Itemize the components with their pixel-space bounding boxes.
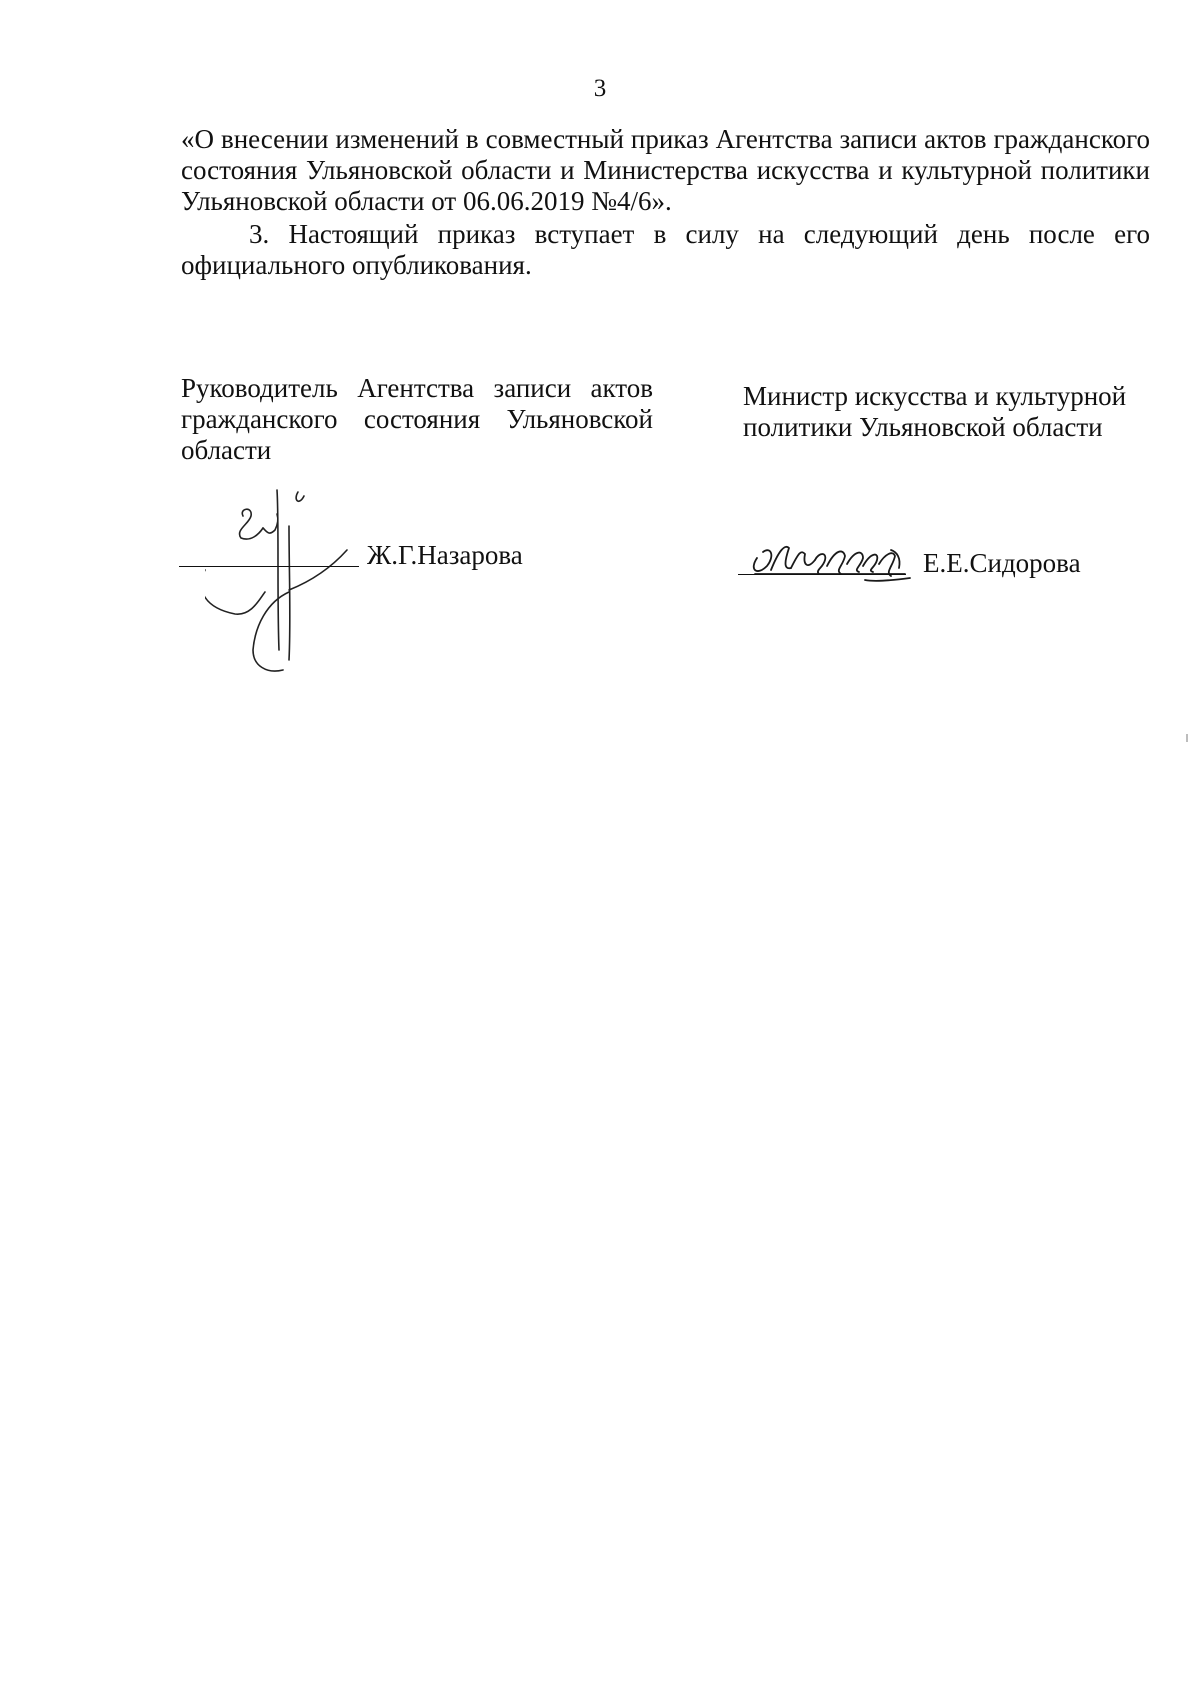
- signer-right-name: Е.Е.Сидорова: [923, 548, 1081, 578]
- scan-artifact: [1186, 734, 1188, 742]
- handwritten-signature-right: [735, 530, 955, 590]
- paragraph-continuation: «О внесении изменений в совместный приказ Агентства записи актов гражданского состояния Ульяновской области и Министерства искусства и культурной политики Ульяновской области от 06.06.2019 №4/6».: [181, 124, 1150, 216]
- signature-line-right: [738, 574, 906, 575]
- signer-left-name: Ж.Г.Назарова: [367, 540, 523, 570]
- signer-left-title: Руководитель Агентства записи актов гражданского состояния Ульяновской области: [181, 373, 653, 465]
- signer-right-title: Министр искусства и культурной политики Ульяновской области: [743, 381, 1127, 442]
- paragraph-item-3: 3. Настоящий приказ вступает в силу на следующий день после его официального опубликования.: [181, 219, 1150, 280]
- document-body: [181, 124, 1150, 281]
- signature-line-left: [179, 566, 359, 567]
- page-number: 3: [593, 75, 607, 102]
- handwritten-signature-left: [205, 480, 395, 690]
